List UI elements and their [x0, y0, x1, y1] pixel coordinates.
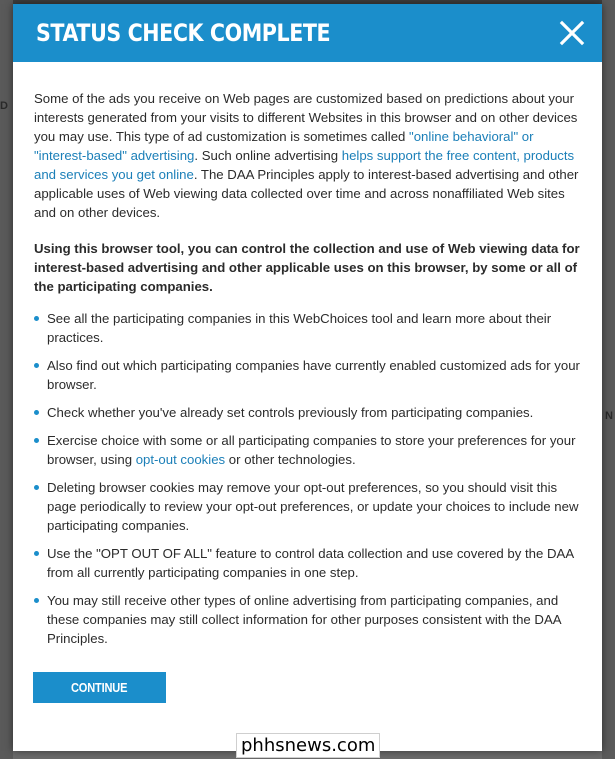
list-item-text: Exercise choice with some or all participating companies to store your preferences for your browser, using [47, 433, 576, 467]
close-button[interactable] [557, 18, 587, 48]
intro-paragraph [34, 89, 580, 222]
modal-header [13, 4, 602, 62]
close-icon [557, 18, 587, 48]
intro-text-1: Some of the ads you receive on Web pages are customized based on predictions about your interests generated from your visits to different Websites in this browser and on other devices you may use. This type of ad customization is sometimes called [34, 91, 578, 144]
continue-button[interactable] [33, 672, 166, 703]
modal-body [13, 62, 602, 648]
backdrop-peek-right: N [605, 410, 613, 422]
backdrop-peek-left: D [0, 100, 8, 112]
list-item: Also find out which participating companies have currently enabled customized ads for your browser. [34, 356, 580, 394]
list-item: Use the "OPT OUT OF ALL" feature to control data collection and use covered by the DAA from all currently participating companies in one step. [34, 544, 580, 582]
list-item: You may still receive other types of online advertising from participating companies, and these companies may still collect information for other purposes consistent with the DAA Principles. [34, 591, 580, 648]
opt-out-cookies-link[interactable]: opt-out cookies [135, 452, 226, 467]
list-item [34, 431, 580, 469]
list-item: Check whether you've already set controls previously from participating companies. [34, 403, 580, 422]
modal-title: STATUS CHECK COMPLETE [36, 19, 331, 47]
online-behavioral-link[interactable]: "online behavioral" or "interest-based" advertising [34, 129, 534, 163]
intro-text-3: . The DAA Principles apply to interest-based advertising and other applicable uses of Web viewing data collected over time and across nonaffiliated Web sites and on other devices. [34, 167, 579, 220]
list-item: Deleting browser cookies may remove your opt-out preferences, so you should visit this page periodically to review your opt-out preferences, or update your choices to include new participating companies. [34, 478, 580, 535]
list-item: See all the participating companies in this WebChoices tool and learn more about their practices. [34, 309, 580, 347]
intro-text-2: . Such online advertising [194, 148, 342, 163]
backdrop-left [0, 0, 13, 759]
bold-intro-paragraph: Using this browser tool, you can control the collection and use of Web viewing data for interest-based advertising and other applicable uses on this browser, by some or all of the participating companies. [34, 241, 580, 294]
status-check-modal [13, 4, 602, 751]
backdrop-right [602, 0, 615, 759]
helps-support-link[interactable]: helps support the free content, products and services you get online [34, 148, 575, 182]
feature-list [34, 309, 580, 648]
continue-button-label: CONTINUE [71, 680, 128, 695]
list-item-text: or other technologies. [225, 452, 356, 467]
watermark: phhsnews.com [236, 733, 380, 758]
